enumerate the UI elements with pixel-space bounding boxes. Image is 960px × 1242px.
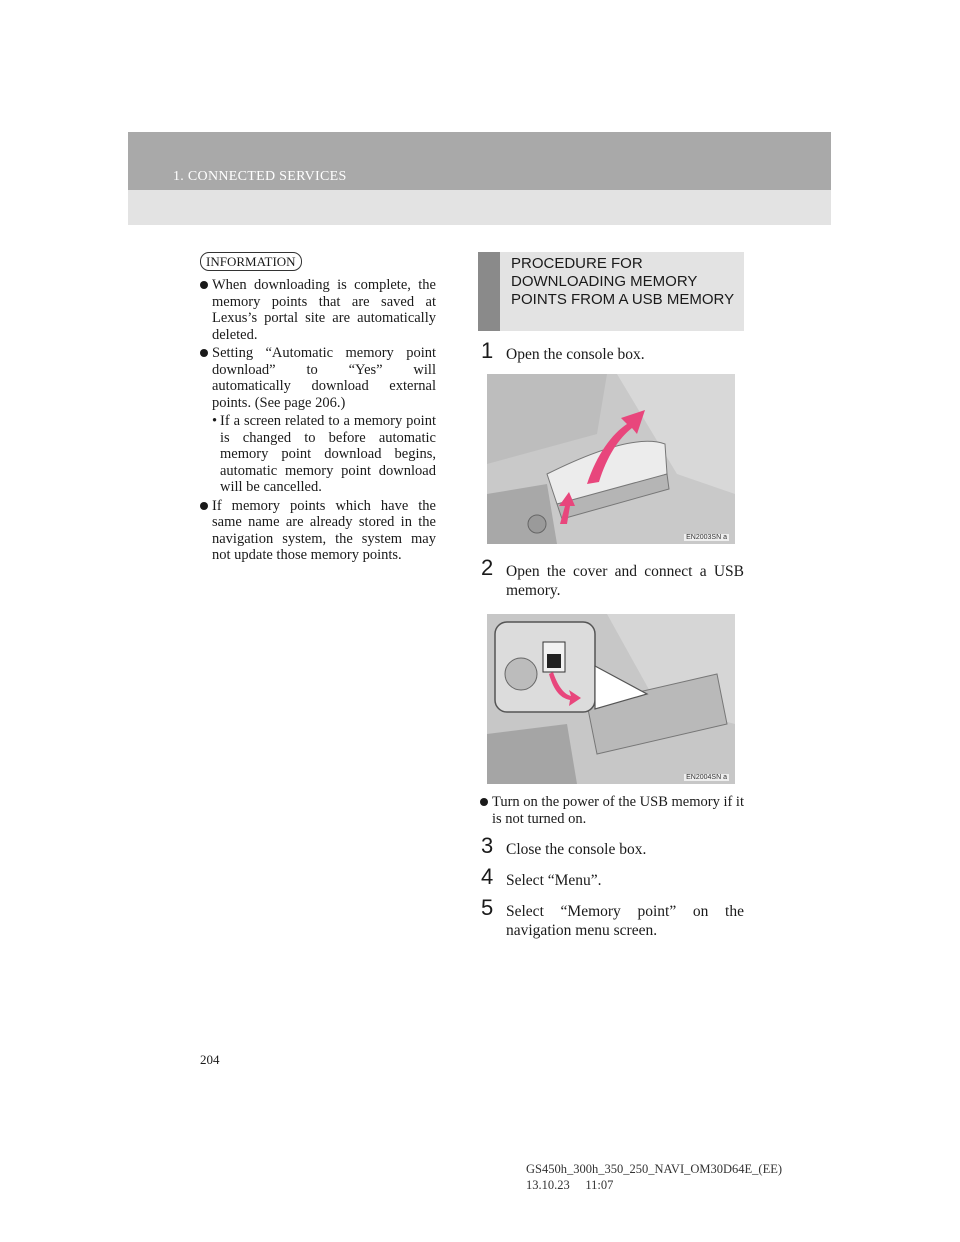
section-title: 1. CONNECTED SERVICES xyxy=(173,169,347,184)
bullet-dot-icon xyxy=(200,281,208,289)
section-header-subband xyxy=(128,190,831,225)
footer-timestamp: 13.10.23 11:07 xyxy=(526,1178,614,1192)
info-sub-bullet xyxy=(200,413,436,496)
step-1 xyxy=(478,338,744,364)
section-header-band xyxy=(128,132,831,190)
information-box xyxy=(200,252,436,566)
info-bullet-2 xyxy=(200,345,436,411)
figure-code: EN2004SN a xyxy=(686,774,727,781)
info-bullet-text: When downloading is complete, the memory points that are saved at Lexus’s portal site are automatically deleted. xyxy=(212,277,436,343)
procedure-header xyxy=(478,252,744,331)
step-number: 5 xyxy=(481,895,494,920)
information-tag: INFORMATION xyxy=(200,252,302,271)
figure-code: EN2003SN a xyxy=(686,534,727,541)
procedure-header-bar xyxy=(478,252,500,331)
bullet-dot-icon xyxy=(200,502,208,510)
step-2 xyxy=(478,555,744,600)
step-number: 4 xyxy=(481,864,494,889)
bullet-dot-icon xyxy=(200,349,208,357)
step-text: Open the cover and connect a USB memory. xyxy=(506,563,744,599)
procedure-column xyxy=(478,252,744,940)
step-4 xyxy=(478,864,744,890)
usb-power-note-text: Turn on the power of the USB memory if it is not turned on. xyxy=(492,794,744,827)
step-5 xyxy=(478,895,744,940)
usb-port-illustration-icon xyxy=(487,614,735,784)
step-3 xyxy=(478,833,744,859)
footer-doc-info xyxy=(526,1161,782,1193)
step-text: Select “Memory point” on the navigation menu screen. xyxy=(506,903,744,939)
step-number: 2 xyxy=(481,555,494,580)
info-bullet-3 xyxy=(200,498,436,564)
info-sub-bullet-text: If a screen related to a memory point is changed to before automatic memory point download begins, automatic memory point download will be cancelled. xyxy=(220,413,436,495)
usb-power-note xyxy=(478,794,744,828)
page-number: 204 xyxy=(200,1052,220,1067)
step-text: Close the console box. xyxy=(506,841,647,858)
usb-port-figure xyxy=(487,614,735,784)
bullet-dot-icon xyxy=(480,798,488,806)
procedure-title: PROCEDURE FOR DOWNLOADING MEMORY POINTS FROM A USB MEMORY xyxy=(511,255,735,308)
step-text: Select “Menu”. xyxy=(506,872,602,889)
footer-doc-code: GS450h_300h_350_250_NAVI_OM30D64E_(EE) xyxy=(526,1162,783,1176)
console-box-illustration-icon xyxy=(487,374,735,544)
console-box-figure xyxy=(487,374,735,544)
info-bullet-text: If memory points which have the same name are already stored in the navigation system, the system may not update those memory points. xyxy=(212,497,436,563)
step-text: Open the console box. xyxy=(506,346,645,363)
sub-bullet-mark: • xyxy=(212,413,218,429)
info-bullet-1 xyxy=(200,277,436,343)
info-bullet-text: Setting “Automatic memory point download” to “Yes” will automatically download external points. (See page 206.) xyxy=(212,345,436,411)
step-number: 3 xyxy=(481,833,494,858)
step-number: 1 xyxy=(481,338,494,363)
